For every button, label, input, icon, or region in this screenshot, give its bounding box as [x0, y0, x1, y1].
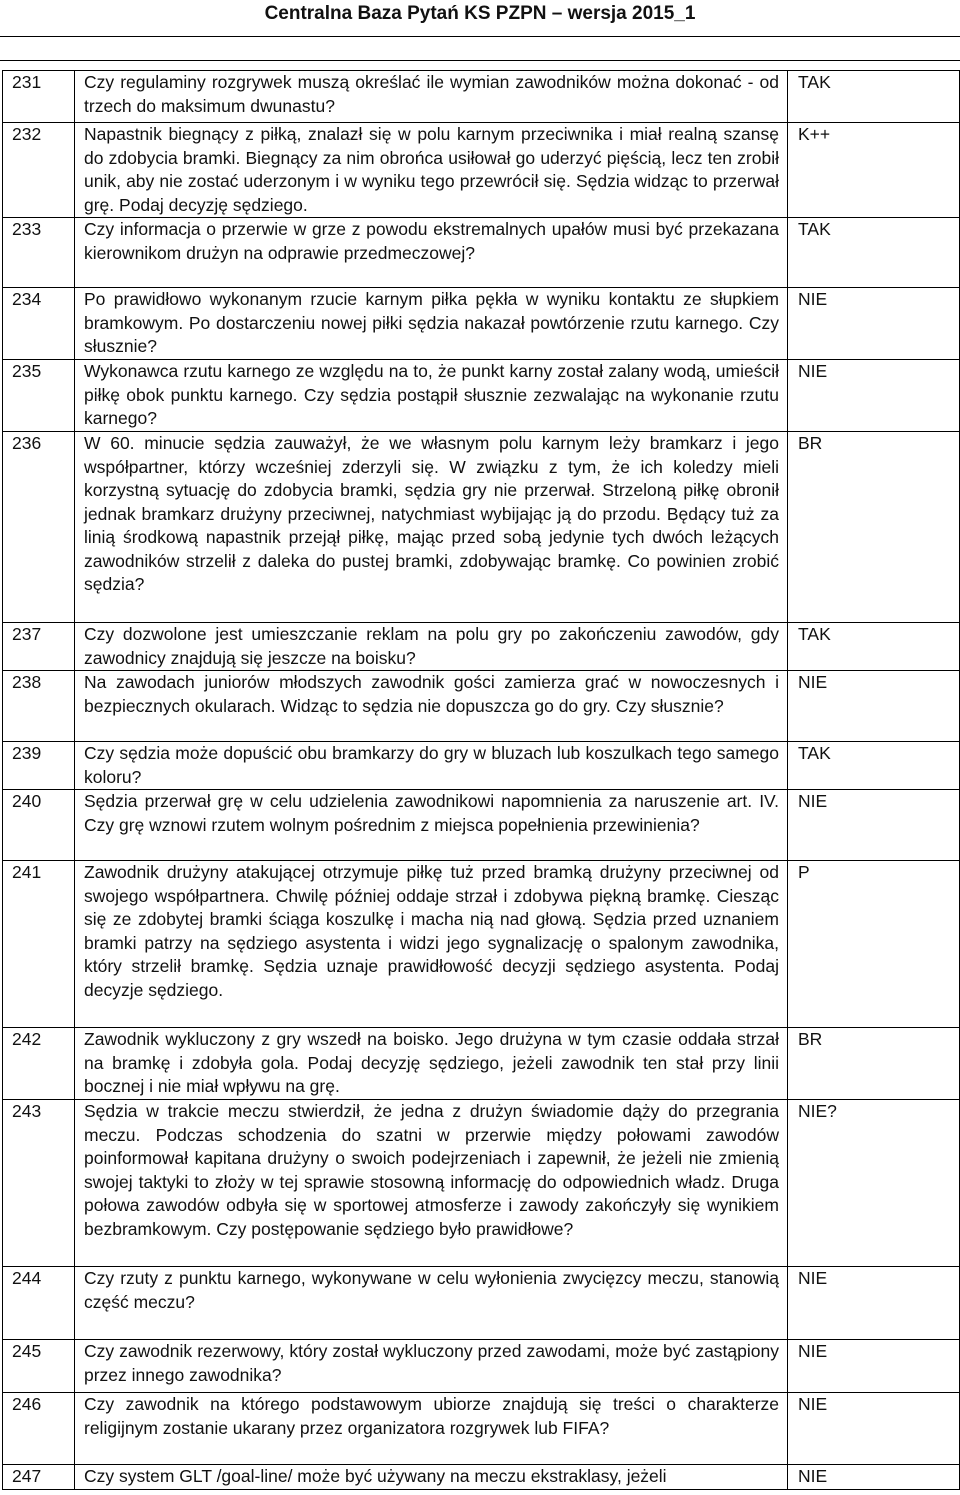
question-row — [3, 1340, 960, 1393]
question-answer: BR — [788, 432, 960, 623]
question-answer: NIE — [788, 1267, 960, 1340]
question-number: 240 — [3, 790, 75, 861]
question-answer: NIE — [788, 671, 960, 742]
question-text: Czy rzuty z punktu karnego, wykonywane w celu wyłonienia zwycięzcy meczu, stanowią część meczu? — [75, 1267, 788, 1340]
question-number: 239 — [3, 742, 75, 790]
question-answer: NIE — [788, 288, 960, 360]
question-number: 242 — [3, 1028, 75, 1100]
question-row — [3, 1028, 960, 1100]
question-row — [3, 71, 960, 123]
question-number: 246 — [3, 1393, 75, 1465]
question-text: Czy dozwolone jest umieszczanie reklam na polu gry po zakończeniu zawodów, gdy zawodnicy znajdują się jeszcze na boisku? — [75, 623, 788, 671]
header-rule-lower — [0, 60, 960, 61]
question-text: Wykonawca rzutu karnego ze względu na to, że punkt karny został zalany wodą, umieścił piłkę obok punktu karnego. Czy sędzia postąpił słusznie zezwalając na wykonanie rzutu karnego? — [75, 360, 788, 432]
question-answer: NIE — [788, 1340, 960, 1393]
question-text: Sędzia w trakcie meczu stwierdził, że jedna z drużyn świadomie dąży do przegrania meczu. Podczas schodzenia do szatni w przerwie między połowami zawodów poinformował kapitana drużyny o swoich podejrzeniach i zapewnił, że jeżeli nie zmienią swojej taktyki to złoży w tej sprawie stosowną informację do odpowiednich władz. Druga połowa zawodów odbyła się w sportowej atmosferze i zawody zakończyły się wynikiem bezbramkowym. Czy postępowanie sędziego było prawidłowe? — [75, 1100, 788, 1267]
question-row — [3, 1393, 960, 1465]
question-row — [3, 790, 960, 861]
question-row — [3, 671, 960, 742]
question-row — [3, 1465, 960, 1490]
question-number: 234 — [3, 288, 75, 360]
question-number: 243 — [3, 1100, 75, 1267]
question-number: 233 — [3, 218, 75, 288]
question-number: 247 — [3, 1465, 75, 1490]
question-answer: BR — [788, 1028, 960, 1100]
questions-table — [2, 70, 960, 1490]
question-answer: NIE? — [788, 1100, 960, 1267]
question-row — [3, 742, 960, 790]
question-answer: K++ — [788, 123, 960, 218]
question-row — [3, 861, 960, 1028]
question-number: 236 — [3, 432, 75, 623]
question-answer: NIE — [788, 1465, 960, 1490]
question-number: 232 — [3, 123, 75, 218]
question-row — [3, 360, 960, 432]
question-answer: NIE — [788, 360, 960, 432]
question-number: 237 — [3, 623, 75, 671]
page-header — [0, 0, 960, 36]
question-text: Czy zawodnik rezerwowy, który został wykluczony przed zawodami, może być zastąpiony przez innego zawodnika? — [75, 1340, 788, 1393]
question-row — [3, 432, 960, 623]
question-text: Na zawodach juniorów młodszych zawodnik gości zamierza grać w nowoczesnych i bezpiecznych okularach. Widząc to sędzia nie dopuszcza go do gry. Czy słusznie? — [75, 671, 788, 742]
question-text: Po prawidłowo wykonanym rzucie karnym piłka pękła w wyniku kontaktu ze słupkiem bramkowym. Po dostarczeniu nowej piłki sędzia nakazał powtórzenie rzutu karnego. Czy słusznie? — [75, 288, 788, 360]
question-answer: NIE — [788, 1393, 960, 1465]
question-row — [3, 623, 960, 671]
question-number: 244 — [3, 1267, 75, 1340]
question-answer: NIE — [788, 790, 960, 861]
question-answer: TAK — [788, 742, 960, 790]
question-text: Czy system GLT /goal-line/ może być używany na meczu ekstraklasy, jeżeli — [75, 1465, 788, 1490]
question-answer: P — [788, 861, 960, 1028]
question-text: Sędzia przerwał grę w celu udzielenia zawodnikowi napomnienia za naruszenie art. IV. Czy grę wznowi rzutem wolnym pośrednim z miejsca popełnienia przewinienia? — [75, 790, 788, 861]
question-text: Czy regulaminy rozgrywek muszą określać ile wymian zawodników można dokonać - od trzech do maksimum dwunastu? — [75, 71, 788, 123]
question-row — [3, 1100, 960, 1267]
question-number: 241 — [3, 861, 75, 1028]
question-answer: TAK — [788, 623, 960, 671]
question-row — [3, 1267, 960, 1340]
question-answer: TAK — [788, 218, 960, 288]
question-text: Czy sędzia może dopuścić obu bramkarzy do gry w bluzach lub koszulkach tego samego koloru? — [75, 742, 788, 790]
question-text: Napastnik biegnący z piłką, znalazł się w polu karnym przeciwnika i miał realną szansę do zdobycia bramki. Biegnący za nim obrońca usiłował go uderzyć pięścią, lecz ten zrobił unik, aby nie zostać uderzonym i w wyniku tego przewrócił się. Sędzia widząc to przerwał grę. Podaj decyzję sędziego. — [75, 123, 788, 218]
question-text: W 60. minucie sędzia zauważył, że we własnym polu karnym leży bramkarz i jego współpartner, którzy wcześniej zderzyli się. W związku z tym, że ich koledzy mieli korzystną sytuację do zdobycia bramki, sędzia gry nie przerwał. Strzeloną piłkę obronił jednak bramkarz drużyny przeciwnej, natychmiast wybijając ją do przodu. Będący tuż za linią środkową napastnik przejął piłkę, mając przed sobą jedynie tych dwóch leżących zawodników strzelił z daleka do pustej bramki, zdobywając bramkę. Co powinien zrobić sędzia? — [75, 432, 788, 623]
question-text: Czy informacja o przerwie w grze z powodu ekstremalnych upałów musi być przekazana kierownikom drużyn na odprawie przedmeczowej? — [75, 218, 788, 288]
question-answer: TAK — [788, 71, 960, 123]
question-text: Zawodnik drużyny atakującej otrzymuje piłkę tuż przed bramką drużyny przeciwnej od swojego współpartnera. Chwilę później oddaje strzał i zdobywa piękną bramkę. Ciesząc się ze zdobytej bramki ściąga koszulkę i macha nią nad głową. Sędzia przed uznaniem bramki patrzy na sędziego asystenta i widzi jego sygnalizację o spalonym zawodnika, który strzelił bramkę. Sędzia uznaje prawidłowość decyzji sędziego asystenta. Podaj decyzje sędziego. — [75, 861, 788, 1028]
question-text: Czy zawodnik na którego podstawowym ubiorze znajdują się treści o charakterze religijnym zostanie ukarany przez organizatora rozgrywek lub FIFA? — [75, 1393, 788, 1465]
question-text: Zawodnik wykluczony z gry wszedł na boisko. Jego drużyna w tym czasie oddała strzał na bramkę i zdobyła gola. Podaj decyzję sędziego, jeżeli zawodnik ten stał przy linii bocznej i nie miał wpływu na grę. — [75, 1028, 788, 1100]
question-number: 245 — [3, 1340, 75, 1393]
question-row — [3, 218, 960, 288]
question-number: 238 — [3, 671, 75, 742]
header-title: Centralna Baza Pytań KS PZPN – wersja 2015_1 — [264, 3, 696, 24]
header-rule — [0, 36, 960, 37]
question-number: 235 — [3, 360, 75, 432]
question-row — [3, 288, 960, 360]
question-row — [3, 123, 960, 218]
question-number: 231 — [3, 71, 75, 123]
